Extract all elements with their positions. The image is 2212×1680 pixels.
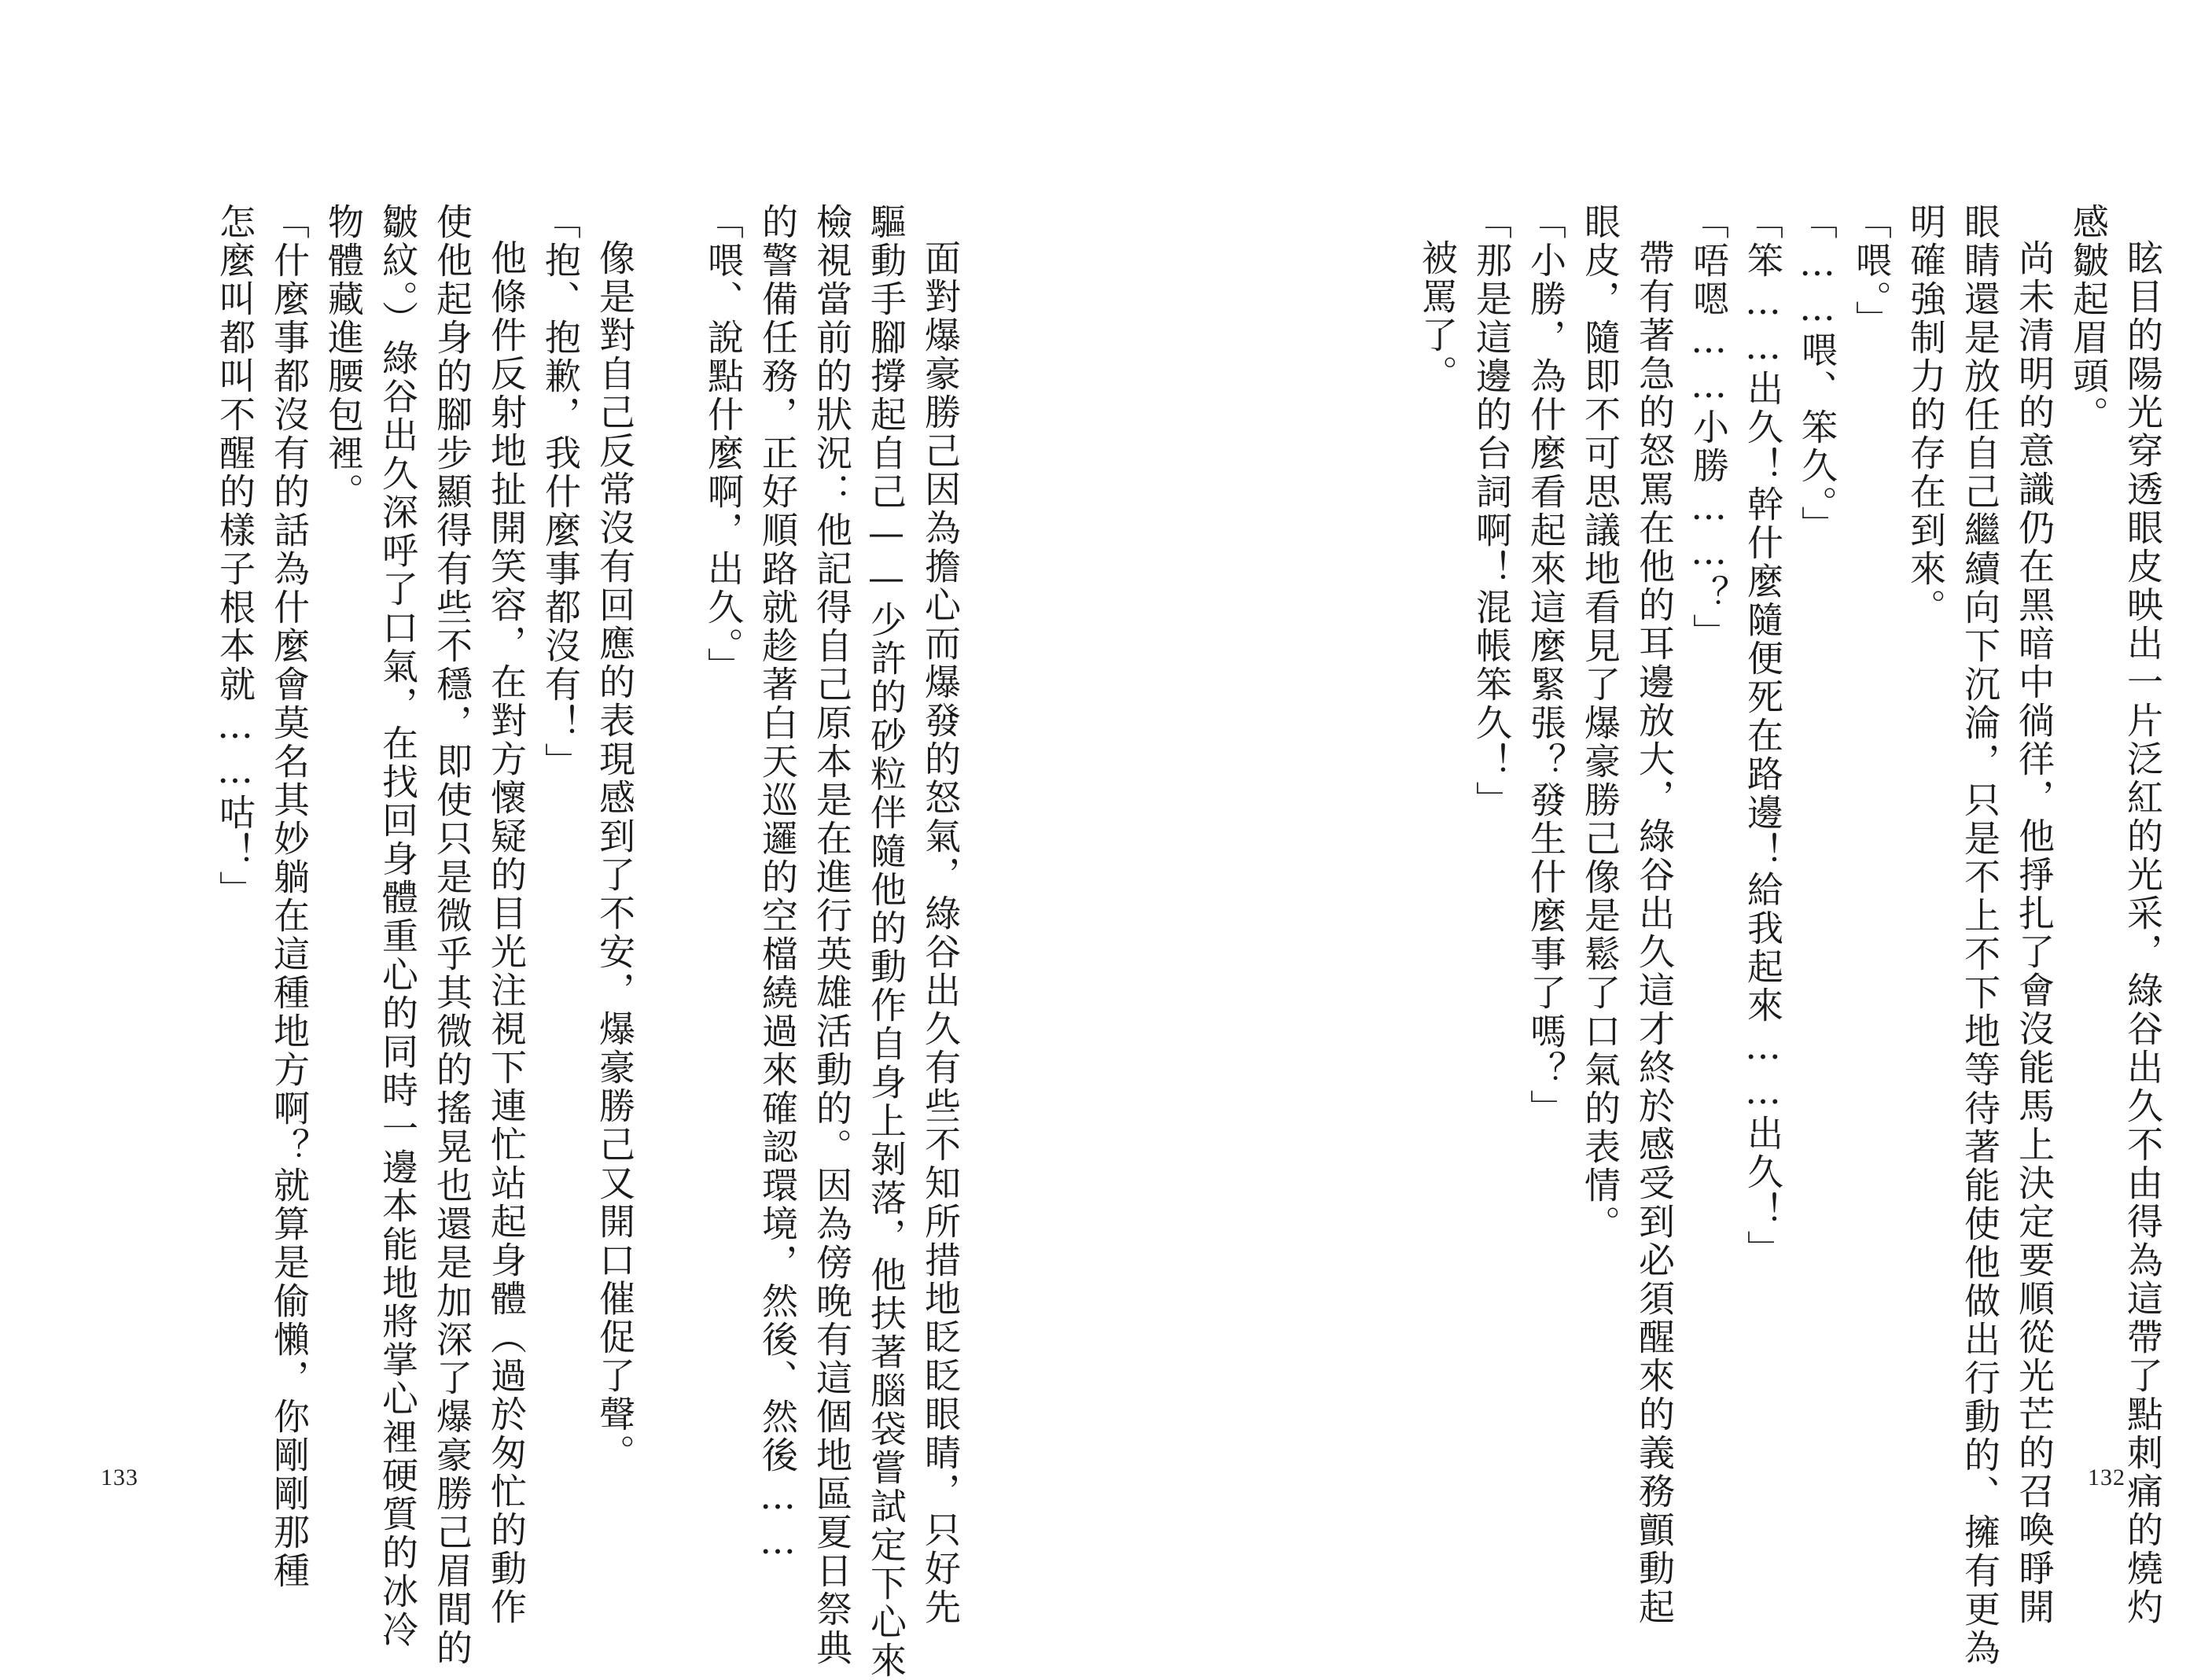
text-line: 尚未清明的意識仍在黑暗中徜徉，他掙扎了會沒能馬上決定要順從光芒的召喚睜開	[2013, 239, 2056, 1627]
text-line: 面對爆豪勝己因為擔心而爆發的怒氣，綠谷出久有些不知所措地眨眨眼睛，只好先	[919, 239, 962, 1627]
text-line: 「唔嗯……小勝……？」	[1688, 203, 1730, 652]
text-line: 「那是這邊的台詞啊！混帳笨久！」	[1470, 203, 1513, 820]
text-line: 皺紋。）綠谷出久深呼了口氣，在找回身體重心的同時一邊本能地將掌心裡硬質的冰冷	[377, 203, 419, 1649]
text-line: 「笨……出久！幹什麼隨便死在路邊！給我起來……出久！」	[1742, 203, 1784, 1269]
right-page	[1106, 0, 2212, 1667]
text-line: 眼睛還是放任自己繼續向下沉淪，只是不上不下地等待著能使他做出行動的、擁有更為	[1959, 203, 2001, 1667]
text-line: 「……喂、笨久。」	[1796, 203, 1838, 544]
text-line: 的警備任務，正好順路就趁著白天巡邏的空檔繞過來確認環境，然後、然後……	[756, 203, 799, 1564]
text-line: 檢視當前的狀況：他記得自己原本是在進行英雄活動的。因為傍晚有這個地區夏日祭典	[811, 203, 853, 1667]
text-line: 他條件反射地扯開笑容，在對方懷疑的目光注視下連忙站起身體（過於匆忙的動作	[485, 239, 528, 1627]
text-line: 被罵了。	[1416, 239, 1459, 393]
text-line: 「喂、說點什麼啊，出久。」	[702, 203, 745, 686]
text-line: 物體藏進腰包裡。	[322, 203, 365, 511]
text-line: 怎麼叫都叫不醒的樣子根本就……咕！」	[214, 203, 256, 909]
text-line: 使他起身的腳步顯得有些不穩，即使只是微乎其微的搖晃也還是加深了爆豪勝己眉間的	[431, 203, 473, 1667]
text-line: 「小勝，為什麼看起來這麼緊張？發生什麼事了嗎？」	[1525, 203, 1567, 1128]
text-line: 帶有著急的怒罵在他的耳邊放大，綠谷出久這才終於感受到必須醒來的義務顫動起	[1633, 239, 1676, 1627]
text-line: 驅動手腳撐起自己——少許的砂粒伴隨他的動作自身上剝落，他扶著腦袋嘗試定下心來	[865, 203, 907, 1680]
text-line: 「喂。」	[1850, 203, 1893, 339]
text-line: 感皺起眉頭。	[2067, 203, 2110, 434]
page-number: 132	[2088, 1464, 2126, 1490]
text-line: 像是對自己反常沒有回應的表現感到了不安，爆豪勝己又開口催促了聲。	[594, 239, 636, 1472]
text-line: 「什麼事都沒有的話為什麼會莫名其妙躺在這種地方啊？就算是偷懶，你剛剛那種	[268, 203, 311, 1590]
text-line: 明確強制力的存在到來。	[1905, 203, 1947, 627]
page-number: 133	[101, 1464, 138, 1490]
text-line: 「抱、抱歉，我什麼事都沒有！」	[539, 203, 582, 781]
text-line: 眼皮，隨即不可思議地看見了爆豪勝己像是鬆了口氣的表情。	[1579, 203, 1621, 1243]
text-line: 眩目的陽光穿透眼皮映出一片泛紅的光采，綠谷出久不由得為這帶了點刺痛的燒灼	[2122, 239, 2164, 1627]
